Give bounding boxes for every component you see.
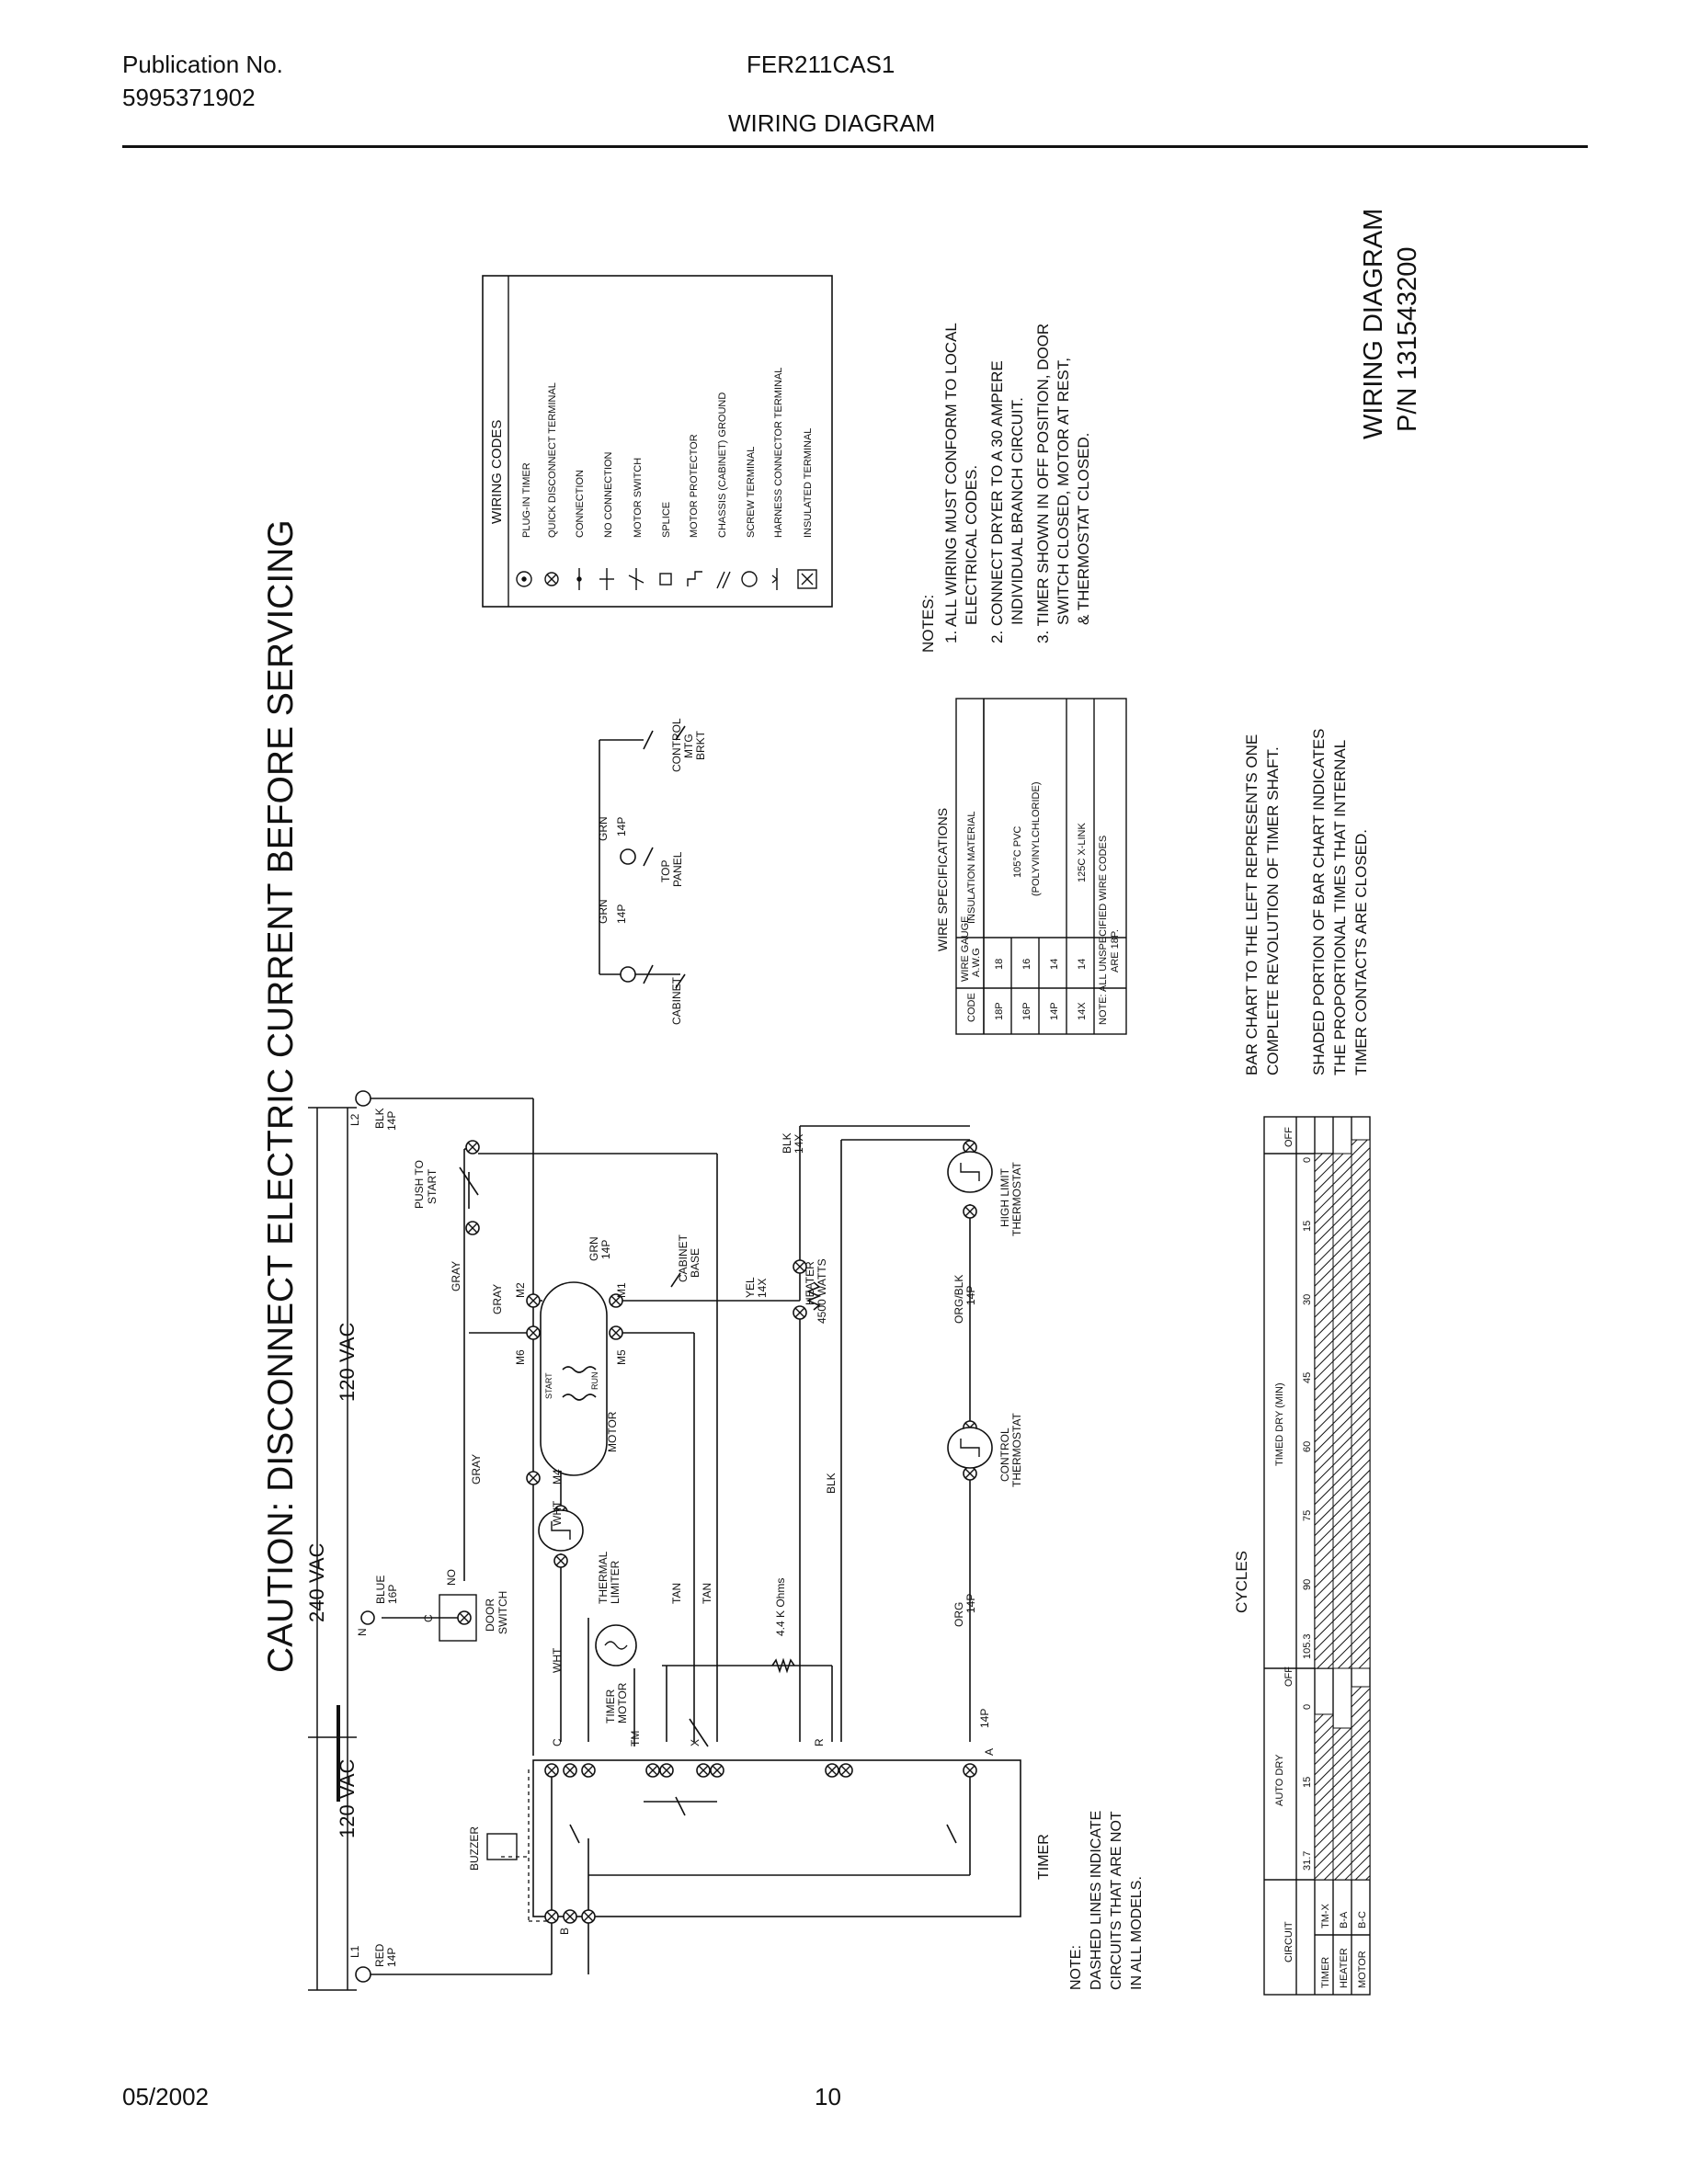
wire-spec-code-2: 14P xyxy=(1049,1002,1060,1020)
label-m4: M4 xyxy=(551,1469,564,1484)
label-m5: M5 xyxy=(615,1349,628,1365)
label-m2: M2 xyxy=(514,1282,527,1298)
cycle-bar-timer-auto xyxy=(1315,1714,1333,1880)
label-tl-1: THERMAL xyxy=(597,1551,610,1604)
label-blk-top: BLK xyxy=(781,1132,793,1154)
label-l1: L1 xyxy=(348,1945,361,1958)
cycles-tick-0: 31.7 xyxy=(1302,1850,1313,1871)
buzzer-symbol xyxy=(487,1834,517,1860)
bar-note-3: SHADED PORTION OF BAR CHART INDICATES xyxy=(1310,728,1328,1075)
notes-line-1: 1. ALL WIRING MUST CONFORM TO LOCAL xyxy=(942,323,960,643)
push-to-start-switch xyxy=(460,1167,478,1209)
label-heater-2: 4500 WATTS xyxy=(815,1258,828,1324)
cycle-bar-motor-auto xyxy=(1352,1687,1370,1880)
cycles-chart xyxy=(1233,1117,1370,1995)
bar-note-1: BAR CHART TO THE LEFT REPRESENTS ONE xyxy=(1243,734,1260,1075)
cycles-tick-10: 0 xyxy=(1302,1156,1313,1163)
wiring-code-8: SCREW TERMINAL xyxy=(746,446,757,538)
ground-top-2: PANEL xyxy=(671,851,684,887)
cycles-tick-9: 15 xyxy=(1302,1220,1313,1232)
publication-number: 5995371902 xyxy=(122,84,256,111)
wire-specs-title: WIRE SPECIFICATIONS xyxy=(935,807,950,951)
wiring-code-2: CONNECTION xyxy=(575,470,586,538)
label-cab-base-1: CABINET xyxy=(677,1234,690,1282)
label-hl-1: HIGH LIMIT xyxy=(998,1167,1011,1227)
label-start: START xyxy=(544,1372,553,1399)
dashed-note-line-4: IN ALL MODELS. xyxy=(1129,1876,1145,1990)
voltage-120-left: 120 VAC xyxy=(336,1758,359,1838)
label-push-2: START xyxy=(426,1168,439,1204)
wiring-code-symbols xyxy=(517,568,816,590)
dashed-note-line-1: NOTE: xyxy=(1068,1945,1084,1990)
label-buzzer: BUZZER xyxy=(468,1826,481,1871)
label-gray-2: GRAY xyxy=(491,1283,504,1314)
label-orgblk-14p: 14P xyxy=(964,1285,977,1305)
component-labels xyxy=(348,1108,1052,1967)
circuit-wires xyxy=(363,1098,1021,1974)
label-blk-l2: BLK xyxy=(373,1108,386,1129)
cycle-bar-heater-timed xyxy=(1333,1154,1352,1668)
notes-line-2: ELECTRICAL CODES. xyxy=(963,464,980,625)
footer-date: 05/2002 xyxy=(122,2083,209,2110)
label-gray-1: GRAY xyxy=(450,1260,462,1291)
voltage-240: 240 VAC xyxy=(305,1542,328,1622)
ground-grn-2: GRN xyxy=(597,816,610,841)
label-wht-2: WHT xyxy=(551,1647,564,1673)
cycles-tick-2: 0 xyxy=(1302,1703,1313,1710)
wire-spec-header-gauge: WIRE GAUGE xyxy=(960,916,971,982)
label-orgblk: ORG/BLK xyxy=(952,1274,965,1324)
wire-spec-gauge-1: 16 xyxy=(1021,958,1032,970)
label-tan-1: TAN xyxy=(670,1582,683,1604)
dashed-note xyxy=(1068,1811,1145,1990)
label-term-b: B xyxy=(558,1927,571,1935)
cycles-row-timer: TIMER xyxy=(1320,1956,1331,1988)
wire-spec-header-code: CODE xyxy=(966,993,977,1022)
label-term-c: C xyxy=(551,1738,564,1746)
label-wht-1: WHT xyxy=(551,1500,564,1526)
wiring-code-5: SPLICE xyxy=(661,501,672,538)
label-heater-1: HEATER xyxy=(804,1261,816,1305)
cycles-row-heater-contact: B-A xyxy=(1339,1911,1350,1928)
notes xyxy=(919,323,1092,653)
label-term-a: A xyxy=(983,1747,996,1756)
ground-control-3: BRKT xyxy=(694,730,707,760)
wire-spec-header-insulation: INSULATION MATERIAL xyxy=(966,811,977,924)
label-n: N xyxy=(356,1628,369,1636)
bar-note-2: COMPLETE REVOLUTION OF TIMER SHAFT. xyxy=(1264,746,1282,1075)
ground-14p-2: 14P xyxy=(615,816,628,836)
cycles-tick-3: 105.3 xyxy=(1302,1633,1313,1659)
label-blk-top-14x: 14X xyxy=(793,1133,805,1154)
label-tm: TM xyxy=(629,1730,642,1746)
wire-spec-code-3: 14X xyxy=(1077,1002,1088,1020)
wire-spec-code-1: 16P xyxy=(1021,1002,1032,1020)
notes-line-6: SWITCH CLOSED, MOTOR AT REST, xyxy=(1055,358,1072,625)
label-tl-2: LIMITER xyxy=(609,1560,622,1604)
wiring-code-4: MOTOR SWITCH xyxy=(633,457,644,538)
cycles-tick-1: 15 xyxy=(1302,1776,1313,1788)
label-door-2: SWITCH xyxy=(496,1590,509,1634)
power-terminals xyxy=(356,1091,374,1982)
ground-control-2: MTG xyxy=(682,734,695,758)
page-number: 10 xyxy=(815,2083,841,2110)
label-ct-2: THERMOSTAT xyxy=(1010,1413,1023,1487)
bar-note-5: TIMER CONTACTS ARE CLOSED. xyxy=(1352,829,1370,1075)
label-hl-2: THERMOSTAT xyxy=(1010,1162,1023,1236)
cycles-circuit-label: CIRCUIT xyxy=(1283,1921,1295,1962)
wire-specs-table xyxy=(935,699,1126,1034)
diagram-title-2: P/N 131543200 xyxy=(1393,246,1422,432)
dashed-note-line-2: DASHED LINES INDICATE xyxy=(1089,1810,1104,1990)
label-org: ORG xyxy=(952,1601,965,1627)
wire-spec-header-awg: A.W.G xyxy=(971,948,982,977)
wire-spec-xlink: 125C X-LINK xyxy=(1077,823,1088,882)
dashed-note-line-3: CIRCUITS THAT ARE NOT xyxy=(1109,1811,1124,1990)
cycles-tick-8: 30 xyxy=(1302,1293,1313,1305)
voltage-120-right: 120 VAC xyxy=(336,1322,359,1402)
wire-spec-gauge-3: 14 xyxy=(1077,958,1088,970)
wiring-codes-title: WIRING CODES xyxy=(489,419,505,524)
label-term-14p: 14P xyxy=(978,1708,991,1728)
wire-spec-pvc-2: (POLYVINYLCHLORIDE) xyxy=(1031,781,1042,896)
model-number: FER211CAS1 xyxy=(747,51,895,78)
cycles-tick-7: 45 xyxy=(1302,1371,1313,1383)
label-n-16p: 16P xyxy=(386,1584,399,1604)
publication-label: Publication No. xyxy=(122,51,283,78)
cycles-off-2: OFF xyxy=(1283,1127,1295,1147)
label-motor: MOTOR xyxy=(606,1411,619,1452)
label-red: RED xyxy=(373,1943,386,1967)
ground-grn-1: GRN xyxy=(597,899,610,924)
wiring-code-10: INSULATED TERMINAL xyxy=(803,427,814,538)
wiring-code-6: MOTOR PROTECTOR xyxy=(689,434,700,538)
timer-contacts xyxy=(570,1719,956,1843)
notes-line-7: & THERMOSTAT CLOSED. xyxy=(1075,432,1092,625)
ground-14p-1: 14P xyxy=(615,904,628,924)
label-ct-1: CONTROL xyxy=(998,1428,1011,1482)
label-org-14p: 14P xyxy=(964,1593,977,1613)
buzzer-dashed-lines xyxy=(501,1769,552,1921)
cycles-bars xyxy=(1315,1140,1370,1880)
label-m1: M1 xyxy=(615,1282,628,1298)
label-run: RUN xyxy=(590,1371,599,1390)
label-push-1: PUSH TO xyxy=(413,1160,426,1209)
label-ohms: 4.4 K Ohms xyxy=(774,1577,787,1636)
cycles-tick-6: 60 xyxy=(1302,1440,1313,1452)
wiring-codes-table xyxy=(483,276,832,607)
label-tan-2: TAN xyxy=(701,1582,713,1604)
ground-control-1: CONTROL xyxy=(670,718,683,772)
label-l1-14p: 14P xyxy=(385,1947,398,1967)
bar-chart-notes xyxy=(1243,728,1370,1075)
wiring-code-0: PLUG-IN TIMER xyxy=(521,462,532,538)
label-cab-base-14p: 14P xyxy=(599,1239,612,1259)
cycles-row-timer-contact: TM-X xyxy=(1320,1904,1331,1928)
notes-line-4: INDIVIDUAL BRANCH CIRCUIT. xyxy=(1009,397,1026,625)
wire-spec-pvc-1: 105°C PVC xyxy=(1012,825,1023,878)
diagram-title-1: WIRING DIAGRAM xyxy=(1359,208,1388,439)
label-term-x: X xyxy=(689,1738,701,1746)
wiring-code-1: QUICK DISCONNECT TERMINAL xyxy=(547,382,558,538)
label-m6: M6 xyxy=(514,1349,527,1365)
cycle-bar-timer-timed xyxy=(1315,1154,1333,1668)
cycles-tick-5: 75 xyxy=(1302,1509,1313,1521)
cycles-tick-4: 90 xyxy=(1302,1578,1313,1590)
wiring-code-9: HARNESS CONNECTOR TERMINAL xyxy=(773,367,784,538)
label-term-r: R xyxy=(813,1738,826,1746)
wire-spec-gauge-0: 18 xyxy=(994,958,1005,970)
label-l2-14p: 14P xyxy=(385,1110,398,1131)
wire-spec-note-2: ARE 18P. xyxy=(1110,929,1121,973)
label-l2: L2 xyxy=(348,1113,361,1126)
cycles-auto-dry: AUTO DRY xyxy=(1274,1754,1285,1806)
label-blk-mid: BLK xyxy=(825,1473,838,1494)
wiring-code-7: CHASSIS (CABINET) GROUND xyxy=(717,392,728,538)
notes-title: NOTES: xyxy=(919,594,937,653)
cycles-row-motor-contact: B-C xyxy=(1357,1911,1368,1928)
label-tm-2: MOTOR xyxy=(616,1682,629,1723)
wiring-code-3: NO CONNECTION xyxy=(603,451,614,538)
bar-note-4: THE PROPORTIONAL TIMES THAT INTERNAL xyxy=(1331,739,1349,1075)
grounding-labels xyxy=(597,718,707,1025)
label-blue: BLUE xyxy=(374,1575,387,1604)
label-door-1: DOOR xyxy=(484,1598,496,1632)
label-yel: YEL xyxy=(744,1277,757,1298)
wire-spec-note-1: NOTE: ALL UNSPECIFIED WIRE CODES xyxy=(1098,835,1109,1025)
label-gray-3: GRAY xyxy=(470,1453,483,1484)
notes-line-3: 2. CONNECT DRYER TO A 30 AMPERE xyxy=(988,360,1006,643)
label-cab-base-2: BASE xyxy=(689,1247,701,1278)
label-cab-base-grn: GRN xyxy=(587,1236,600,1261)
label-door-c: C xyxy=(422,1614,435,1622)
cycles-row-heater: HEATER xyxy=(1339,1948,1350,1988)
caution-text: CAUTION: DISCONNECT ELECTRIC CURRENT BEFORE SERVICING xyxy=(261,519,301,1673)
label-tm-1: TIMER xyxy=(604,1689,617,1723)
wire-spec-gauge-2: 14 xyxy=(1049,958,1060,970)
ground-top-1: TOP xyxy=(659,859,672,882)
cycles-row-motor: MOTOR xyxy=(1357,1951,1368,1988)
cycles-title: CYCLES xyxy=(1233,1550,1250,1613)
label-timer: TIMER xyxy=(1036,1834,1052,1880)
notes-line-5: 3. TIMER SHOWN IN OFF POSITION, DOOR xyxy=(1034,323,1052,643)
cycles-off-1: OFF xyxy=(1283,1666,1295,1687)
ground-cabinet: CABINET xyxy=(670,976,683,1025)
cycles-timed-dry: TIMED DRY (MIN) xyxy=(1274,1382,1285,1466)
label-door-no: NO xyxy=(445,1569,458,1586)
section-title: WIRING DIAGRAM xyxy=(728,109,936,137)
label-yel-14x: 14X xyxy=(756,1278,769,1298)
wire-spec-code-0: 18P xyxy=(994,1002,1005,1020)
cycle-bar-heater-auto xyxy=(1333,1728,1352,1880)
cycle-bar-motor-timed xyxy=(1352,1140,1370,1668)
